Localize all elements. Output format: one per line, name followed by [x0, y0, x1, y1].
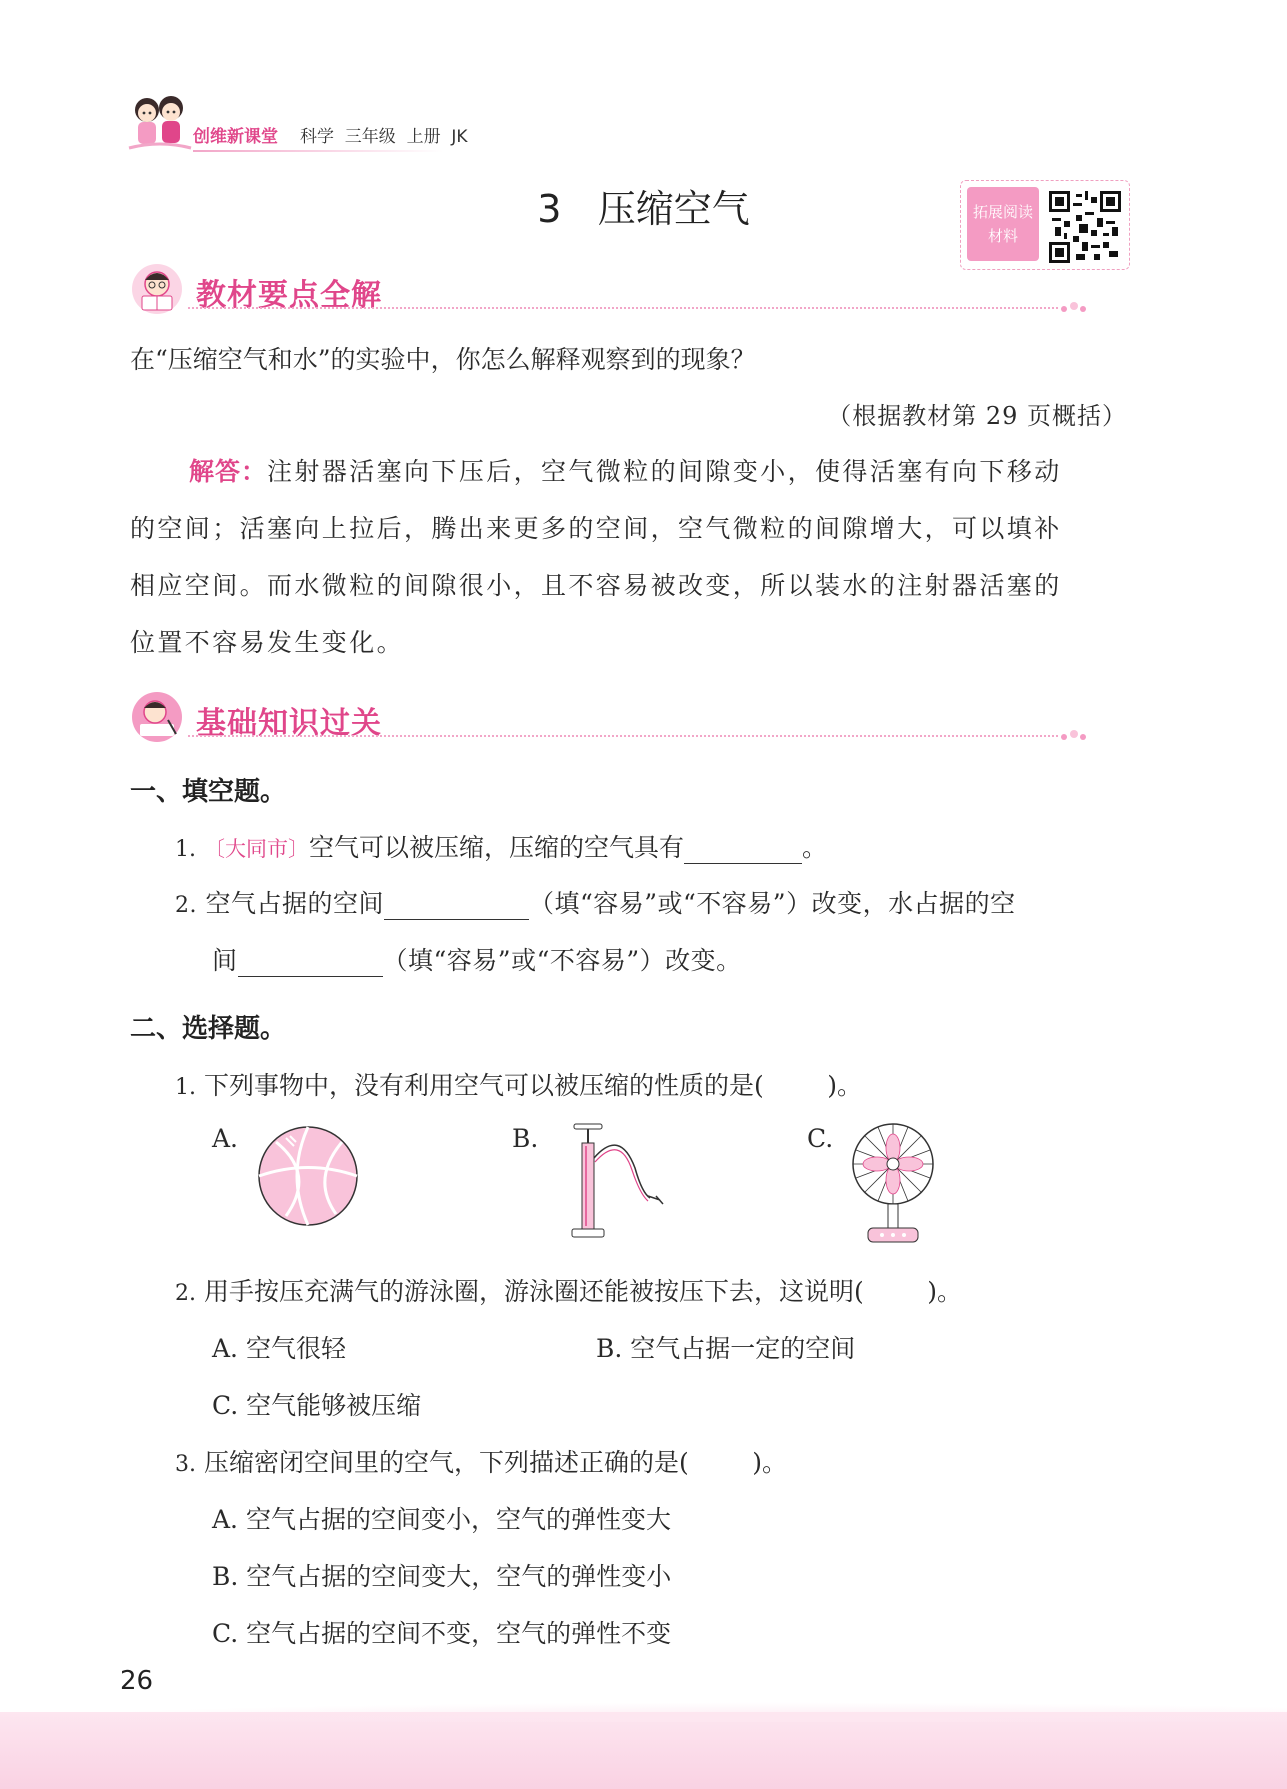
- option-c[interactable]: C. 空气能够被压缩: [212, 1391, 422, 1420]
- question-text: 用手按压充满气的游泳圈，游泳圈还能被按压下去，这说明( )。: [203, 1277, 963, 1306]
- qr-label-line1: 拓展阅读: [972, 203, 1033, 221]
- section-title: 基础知识过关: [196, 706, 382, 741]
- question-number: 2.: [175, 1281, 196, 1306]
- qr-reading-box: [960, 180, 1130, 270]
- choice-question-1: [175, 1066, 862, 1102]
- decorative-dots-icon: [1058, 300, 1098, 314]
- question-text: 压缩密闭空间里的空气，下列描述正确的是( )。: [203, 1448, 788, 1477]
- question-text: 下列事物中，没有利用空气可以被压缩的性质的是( )。: [203, 1071, 863, 1100]
- option-a-label: A.: [212, 1124, 239, 1153]
- answer-line-2: 的空间；活塞向上拉后，腾出来更多的空间，空气微粒的间隙增大，可以填补: [130, 514, 1062, 543]
- section-key-points-header: [130, 262, 1120, 322]
- header-divider: [193, 150, 443, 152]
- brand-name: 创维新课堂: [193, 127, 278, 147]
- answer-text: 注射器活塞向下压后，空气微粒的间隙变小，使得活塞有向下移动: [267, 457, 1062, 486]
- fill-question-1: [175, 828, 827, 864]
- question-text: （填“容易”或“不容易”）改变。: [382, 946, 742, 975]
- footer-band: [0, 1712, 1287, 1789]
- basketball-icon[interactable]: [256, 1124, 360, 1228]
- question-text: 空气可以被压缩，压缩的空气具有: [308, 833, 684, 862]
- region-tag: 〔大同市〕: [203, 837, 309, 861]
- option-b-label: B.: [512, 1124, 539, 1153]
- question-number: 1.: [175, 1075, 196, 1100]
- question-number: 3.: [175, 1452, 196, 1477]
- student-reading-icon: [130, 262, 184, 316]
- kids-mascot-icon: [125, 88, 195, 158]
- fill-blank-heading: 一、填空题。: [130, 777, 287, 807]
- answer-blank[interactable]: [238, 950, 383, 977]
- question-text: （填“容易”或“不容易”）改变，水占据的空: [528, 889, 1016, 918]
- option-a[interactable]: A. 空气占据的空间变小，空气的弹性变大: [212, 1505, 671, 1534]
- page-number: 26: [120, 1666, 154, 1696]
- answer-label: 解答：: [189, 457, 268, 486]
- option-c-label: C.: [807, 1124, 834, 1153]
- choice-question-3: [175, 1443, 787, 1479]
- answer-line-3: 相应空间。而水微粒的间隙很小，且不容易被改变，所以装水的注射器活塞的: [130, 571, 1062, 600]
- choice-question-2: [175, 1272, 962, 1308]
- qr-code-icon[interactable]: [1049, 191, 1121, 263]
- question-number: 2.: [175, 893, 197, 918]
- key-question: 在“压缩空气和水”的实验中，你怎么解释观察到的现象？: [130, 345, 756, 374]
- qr-label: [967, 187, 1039, 261]
- answer-blank[interactable]: [684, 837, 802, 864]
- answer-line-1: [189, 452, 1062, 488]
- option-b[interactable]: B. 空气占据一定的空间: [596, 1334, 856, 1363]
- answer-blank[interactable]: [384, 893, 529, 920]
- section-dotted-line: [188, 307, 1058, 309]
- page-header: [125, 88, 468, 158]
- section-basic-knowledge-header: [130, 690, 1120, 750]
- section-dotted-line: [188, 735, 1058, 737]
- air-pump-icon[interactable]: [560, 1118, 680, 1244]
- fill-question-2: [175, 884, 1016, 920]
- question-text: 空气占据的空间: [205, 889, 384, 918]
- electric-fan-icon[interactable]: [848, 1120, 938, 1250]
- question-text: 间: [212, 946, 238, 975]
- section-title: 教材要点全解: [196, 278, 382, 313]
- student-writing-icon: [130, 690, 184, 744]
- decorative-dots-icon: [1058, 728, 1098, 742]
- fill-question-2-cont: [212, 941, 742, 977]
- option-c[interactable]: C. 空气占据的空间不变，空气的弹性不变: [212, 1619, 672, 1648]
- qr-label-line2: 材料: [987, 227, 1018, 245]
- option-b[interactable]: B. 空气占据的空间变大，空气的弹性变小: [212, 1562, 672, 1591]
- source-note: （根据教材第 29 页概括）: [827, 402, 1127, 430]
- answer-line-4: 位置不容易发生变化。: [130, 628, 405, 657]
- book-subject: 科学 三年级 上册 JK: [300, 127, 468, 147]
- option-a[interactable]: A. 空气很轻: [212, 1334, 346, 1363]
- page-title: 3 压缩空气: [537, 187, 750, 231]
- question-end: 。: [801, 833, 827, 862]
- question-number: 1.: [175, 837, 196, 862]
- choice-heading: 二、选择题。: [130, 1014, 287, 1044]
